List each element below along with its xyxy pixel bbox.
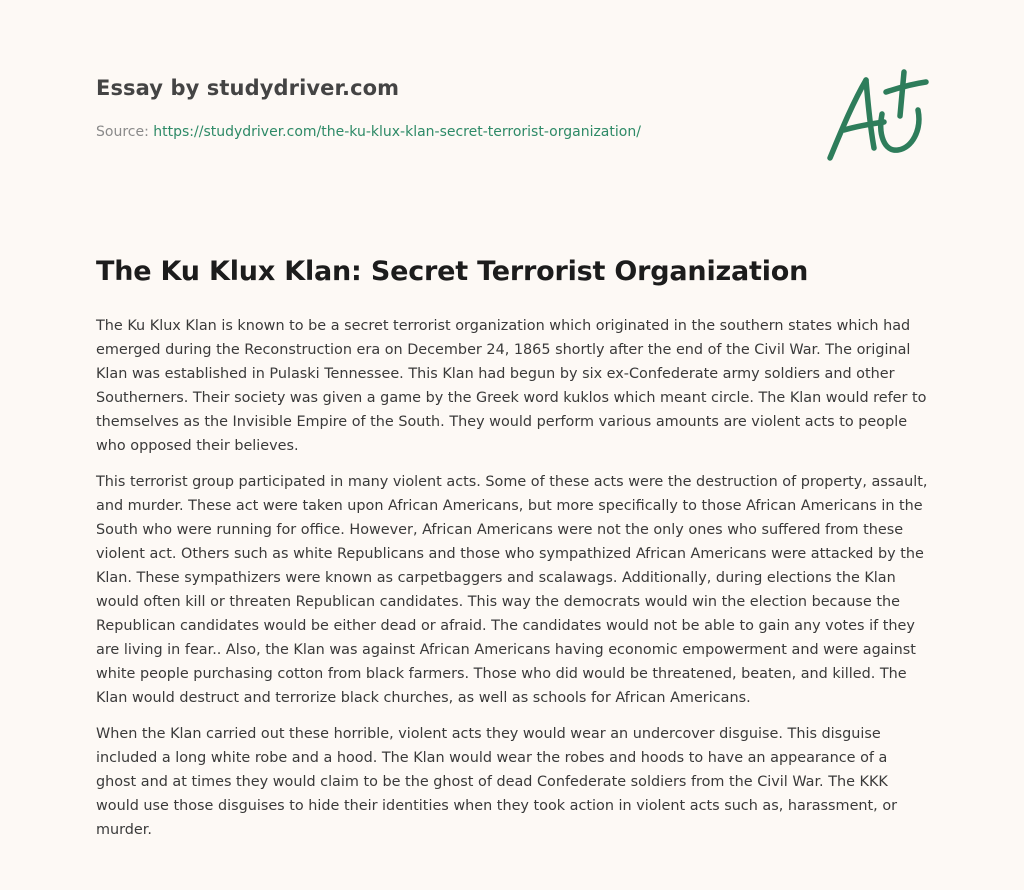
- essay-body: [96, 314, 930, 854]
- site-header-title: Essay by studydriver.com: [96, 76, 400, 100]
- essay-title: The Ku Klux Klan: Secret Terrorist Organization: [96, 256, 809, 287]
- essay-paragraph: The Ku Klux Klan is known to be a secret terrorist organization which originated in the southern states which had emerged during the Reconstruction era on December 24, 1865 shortly after the end of the Civil War. The original Klan was established in Pulaski Tennessee. This Klan had begun by six ex-Confederate army soldiers and other Southerners. Their society was given a game by the Greek word kuklos which meant circle. The Klan would refer to themselves as the Invisible Empire of the South. They would perform various amounts are violent acts to people who opposed their believes.: [96, 318, 927, 454]
- source-label: Source:: [96, 124, 149, 140]
- essay-paragraph: When the Klan carried out these horrible, violent acts they would wear an undercover disguise. This disguise included a long white robe and a hood. The Klan would wear the robes and hoods to have an appearance of a ghost and at times they would claim to be the ghost of dead Confederate soldiers from the Civil War. The KKK would use those disguises to hide their identities when they took action in violent acts such as, harassment, or murder.: [96, 726, 898, 838]
- source-link[interactable]: https://studydriver.com/the-ku-klux-klan-secret-terrorist-organization/: [153, 124, 641, 140]
- essay-paragraph: This terrorist group participated in many violent acts. Some of these acts were the destruction of property, assault, and murder. These act were taken upon African Americans, but more specifically to those African Americans in the South who were running for office. However, African Americans were not the only ones who suffered from these violent act. Others such as white Republicans and those who sympathized African Americans were attacked by the Klan. These sympathizers were known as carpetbaggers and scalawags. Additionally, during elections the Klan would often kill or threaten Republican candidates. This way the democrats would win the election because the Republican candidates would be either dead or afraid. The candidates would not be able to gain any votes if they are living in fear.. Also, the Klan was against African Americans having economic empowerment and were against white people purchasing cotton from black farmers. Those who did would be threatened, beaten, and killed. The Klan would destruct and terrorize black churches, as well as schools for African Americans.: [96, 474, 928, 706]
- a-plus-grade-icon: [818, 64, 930, 164]
- source-line: [96, 124, 641, 140]
